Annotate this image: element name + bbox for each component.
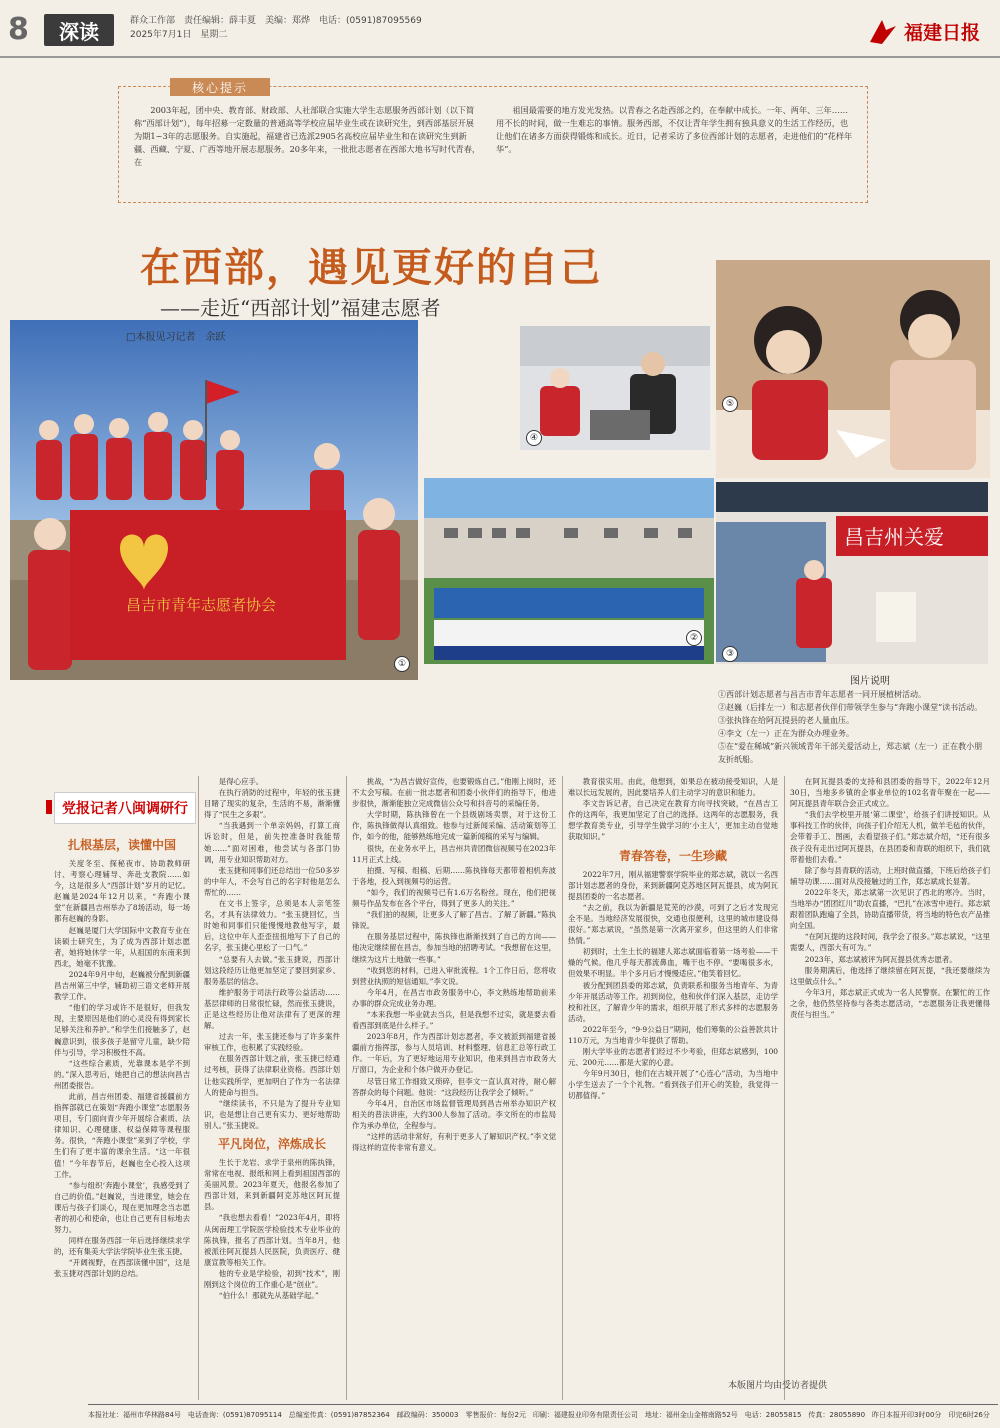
section-label: 深读 — [44, 14, 114, 46]
date-line: 2025年7月1日 星期二 — [130, 30, 228, 40]
banner-bar — [46, 800, 52, 814]
photo-5 — [716, 260, 990, 478]
logo-text: 福建日报 — [904, 21, 981, 44]
paragraph: 大学时期，陈执锋曾在一个县级剧场卖票，对于这份工作，陈执锋做得认真细致。他参与过新闻采编、活动策划等工作，如今的他，能够熟练地完成一篇新闻稿的采写与编辑。 — [352, 810, 556, 842]
paragraph: “开阔视野，在西部读懂中国”，这是张玉捷对西部计划的总结。 — [54, 1258, 190, 1279]
paragraph: 刚大学毕业的志愿者们经过不少考验，但郑志斌感到，100元、200元……都是大家的心意。 — [568, 1047, 778, 1068]
paragraph: “收到您的材料，已进入审批流程。1个工作日后，您将收到营业执照的短信通知。”李文说。 — [352, 965, 556, 986]
paragraph: 2022年7月，刚从福建警察学院毕业的郑志斌，就以一名西部计划志愿者的身份，来到新疆阿克苏地区阿瓦提县，成为阿瓦提县团委的一名志愿者。 — [568, 869, 778, 901]
core-text-col-1 — [134, 104, 482, 169]
paragraph: 教育很实用。由此，他想到，如果总在被动接受知识，人是难以长远发展的，因此要培养人们主动学习的意识和能力。 — [568, 777, 778, 798]
paragraph: “总要有人去做。”张玉捷说，西部计划这段经历让他更加坚定了要回到家乡、服务基层的信念。 — [204, 954, 340, 986]
header-rule — [0, 56, 1000, 58]
paragraph: 关度冬至、探秘夜市、协助教师研讨、考察心理辅导、奔赴支教院……如今，这是很多人“西部计划”岁月的记忆。赵巍是2024年12月以来，“奔跑小课堂”在新疆昌吉州举办了8场活动，每一场都有赵巍的身影。 — [54, 859, 190, 924]
caption-list — [718, 688, 988, 766]
photo-1 — [10, 320, 418, 680]
photo-badge: ② — [686, 630, 702, 646]
page-header — [0, 0, 1000, 60]
section-heading: 扎根基层，读懂中国 — [67, 838, 176, 852]
photo-credit: 本版图片均由受访者提供 — [728, 1381, 828, 1391]
caption-item: ⑤在“爱在稀城”新兴领域青年干部关爱活动上，郑志斌（左一）正在教小朋友折纸船。 — [718, 742, 983, 764]
caption-item: ②赵巍（后排左一）和志愿者伙伴们带领学生参与“奔跑小课堂”读书活动。 — [718, 703, 983, 712]
paragraph: 很快，在业务水平上，昌吉州共青团微信视频号在2023年11月正式上线。 — [352, 843, 556, 864]
text-column-2 — [204, 776, 340, 1400]
text-column-5 — [790, 776, 990, 1374]
byline: □本报见习记者 余跃 — [126, 332, 226, 343]
paragraph: 他的专业是学检验，初到“技术”，刚刚到这个岗位的工作重心是“创业”。 — [204, 1268, 340, 1290]
header-meta — [130, 14, 650, 42]
paragraph: 在服务西部计划之前，张玉捷已经通过考核，获得了法律职业资格。西部计划让他实践所学，更加明白了作为一名法律人的使命与担当。 — [204, 1054, 340, 1097]
column-banner: 党报记者八闽调研行 — [54, 792, 196, 824]
caption-item: ①西部计划志愿者与昌吉市青年志愿者一同开展植树活动。 — [718, 690, 926, 699]
paragraph: 2022年至今，“9·9公益日”期间，他们筹集的公益善款共计110万元，为当地青少年提供了帮助。 — [568, 1024, 778, 1045]
paragraph: 张玉捷和同事们还总结出一位50多岁的中年人，不会写自己的名字时他是怎么帮忙的…… — [204, 865, 340, 897]
paragraph: “我们去学校里开展‘第二课堂’，给孩子们讲授知识。从事科技工作的伙伴，向孩子们介绍无人机，做羊毛毡的伙伴，会带着手工、图画，去看望孩子们。”郑志斌介绍，“还有很多孩子没有走出过阿瓦提县，在县团委和青联的组织下，我们就带着他们去看。” — [790, 810, 990, 864]
paragraph: 李文告诉记者，自己决定在教育方向寻找突破，“在昌吉工作的这两年，我更加坚定了自己的选择。这两年的志愿服务，我想学教育类专业，引导学生做学习的‘小主人’，更加主动自觉地获取知识。” — [568, 799, 778, 842]
photo-4 — [520, 326, 710, 450]
paragraph: “我也想去看看！”2023年4月，即将从闽南理工学院医学检验技术专业毕业的陈执锋，报名了西部计划。当年8月，他被派往阿瓦提县人民医院，负责医疗、健康宣教等相关工作。 — [204, 1213, 340, 1267]
paragraph: 2022年冬天，郑志斌第一次见识了西北的寒冷。当时，当地举办“团团红川”助农直播，“巴扎”在冰雪中进行。郑志斌跟着团队跑遍了全县，协助直播带货，将当地的特色农产品推向全国。 — [790, 887, 990, 931]
paragraph: 2023年，郑志斌被评为阿瓦提县优秀志愿者。 — [804, 954, 957, 964]
paragraph: “伯什么！那就先从基础学起。” — [218, 1291, 319, 1301]
paragraph: 赵巍是厦门大学国际中文教育专业在读硕士研究生，为了成为西部计划志愿者，她将她休学一年，从祖国的东南来到西北，她毫不犹豫。 — [54, 925, 190, 968]
photo-badge: ④ — [526, 430, 542, 446]
paragraph: “这样的活动非常好，有利于更多人了解知识产权。”李文觉得这样的宣传非常有意义。 — [352, 1132, 556, 1153]
paragraph: 初到时，土生土长的福建人郑志斌面临着第一场考验——干燥的气候。他几乎每天都流鼻血，嘴干也不停。“要喝很多水，但效果不明显。半个多月后才慢慢适应。”他笑着回忆。 — [568, 947, 778, 979]
paragraph: 拍摄、写稿、组稿、后期……陈执锋每天都带着相机奔波于各地，投入到视频号的运营。 — [352, 865, 556, 886]
paragraph: 挑战，“为昌吉做好宣传，也要锻炼自己。”他刚上岗时，还不太会写稿。在前一批志愿者和团委小伙伴们的指导下，他进步很快，渐渐能独立完成微信公众号和抖音号的采编任务。 — [352, 777, 556, 809]
paragraph: 在文书上签字，总须是本人亲笔签名，才具有法律效力。“张玉捷回忆，当时她和同事们只能慢慢地教他写字，最后，这位中年人歪歪扭扭地写下了自己的名字，张玉捷心里松了一口气。” — [204, 899, 340, 953]
paragraph: 尽管日常工作细致又琐碎，但李文一直认真对待，耐心解答群众的每个问题。他说：“这段经历让我学会了倾听。” — [352, 1076, 556, 1097]
paragraph: 被分配到团县委的郑志斌，负责联系和服务当地青年、为青少年开展活动等工作。初到岗位，他和伙伴们深入基层，走访学校和社区，了解青少年的需求，组织开展了形式多样的志愿服务活动。 — [568, 980, 778, 1023]
paragraph: “参与组织‘奔跑小课堂’，我感受到了自己的价值。”赵巍说，当进课堂，她会在课后与孩子们谈心，现在更加理念当志愿者的初心和使命，也让自己更有目标地去努力。 — [54, 1180, 190, 1235]
paragraph: “如今，我们的视频号已有1.6万名粉丝。现在，他们把视频号作品发布在各个平台，得到了更多人的关注。” — [352, 887, 556, 909]
core-paragraph: 祖国最需要的地方发光发热。以青春之名赴西部之约，在奉献中成长。一年、两年、三年……用不长的时间，做一生难忘的事情。服务西部，不仅让青年学生拥有独具意义的生活工作经历，也让他们在诸多方面获得锻炼和成长。近日，记者采访了多位西部计划的志愿者，走进他们的“花样年华”。 — [496, 105, 853, 154]
paragraph: 维护服务于司法行政等公益活动……基层律师的日常很忙碌，然而张玉捷说，正是这些经历让他对法律有了更深的理解。 — [204, 987, 340, 1031]
photo-badge: ⑤ — [722, 396, 738, 412]
paragraph: “这些综合素质，光靠课本是学不到的。”深入思考后，她把自己的想法向昌吉州团委报告。 — [54, 1058, 190, 1090]
photo-sign-text: 昌吉州关爱 — [844, 525, 944, 549]
masthead-logo[interactable] — [868, 12, 988, 50]
paragraph: 是得心应手。 — [218, 777, 264, 786]
paragraph: “当我遇到一个单亲妈妈，打算工商诉讼时，但是，前失控准备时我能帮她……”面对困难，他尝试与各部门协调，用专业知识帮助对方。 — [204, 821, 340, 864]
paragraph: 生长于龙岩、求学于泉州的陈执锋，常常在电视、报纸和网上看到祖国西部的美丽风景。2023年夏天，他报名参加了西部计划，来到新疆阿克苏地区阿瓦提县。 — [204, 1158, 340, 1212]
paragraph: 在服务基层过程中，陈执锋也渐渐找到了自己的方向——他决定继续留在昌吉，参加当地的招聘考试。“我想留在这里，继续为这片土地做一些事。” — [352, 932, 556, 964]
paragraph: “去之前，我以为新疆是荒芜的沙漠，可到了之后才发现完全不是。当地经济发展很快，交通也很便利，这里的城市建设得很好。”郑志斌说，“虽然是第一次离开家乡，但这里的人们非常热情。” — [568, 902, 778, 946]
text-column-3 — [352, 776, 556, 1400]
paragraph: 此前，昌吉州团委、福建省援疆前方指挥部就已在策划“奔跑小课堂”志愿服务项目，专门面向青少年开展综合素质、法律知识、心理健康、权益保障等课程服务。很快，“奔跑小课堂”来到了学校，学生们有了更丰富的课余生活。“这一年很值！”今年春节后，赵巍也全心投入这项工作。 — [54, 1091, 190, 1179]
section-heading: 平凡岗位，淬炼成长 — [217, 1137, 326, 1151]
caption-item: ④李文（左一）正在为群众办理业务。 — [718, 729, 854, 738]
paragraph: 今年3月，郑志斌正式成为一名人民警察。在繁忙的工作之余，他仍然坚持参与各类志愿活动，“志愿服务让我更懂得责任与担当。” — [790, 987, 990, 1019]
text-column-1 — [54, 832, 190, 1400]
core-paragraph: 2003年起，团中央、教育部、财政部、人社部联合实施大学生志愿服务西部计划（以下简称“西部计划”），每年招募一定数量的普通高等学校应届毕业生或在读研究生，到西部基层开展为期1~3年的志愿服务。自实施起，福建省已选派2905名高校应届毕业生和在读研究生到新疆、西藏、宁夏、广西等地开展志愿服务。20多年来，一批批志愿者在西部大地书写时代青春，在 — [134, 105, 481, 167]
paragraph: “他们的学习或许不是很好，但我发现，主要原因是他们的心灵没有得到家长足够关注和养护。”和学生们接触多了，赵巍意识到，很多孩子是留守儿童，缺少陪伴与引导，学习积极性不高。 — [54, 1003, 190, 1057]
paragraph: “我们拍的视频，让更多人了解了昌吉、了解了新疆。”陈执锋说。 — [352, 910, 556, 931]
article-subtitle: ——走近“西部计划”福建志愿者 — [160, 296, 441, 320]
paragraph: 服务期满后，他选择了继续留在阿瓦提，“我还要继续为这里做点什么。” — [790, 965, 990, 986]
paragraph: 同样在服务西部一年后选择继续求学的，还有集美大学法学院毕业生张玉捷。 — [54, 1236, 190, 1257]
column-rule — [784, 776, 785, 1400]
fujian-daily-logo-icon — [868, 16, 898, 46]
column-rule — [346, 776, 347, 1400]
flag-text: 昌吉市青年志愿者协会 — [126, 596, 277, 614]
editor-line: 群众工作部 责任编辑：薛丰夏 美编：郑烨 电话：(0591)87095569 — [130, 16, 422, 26]
footer-rule — [88, 1404, 998, 1405]
paragraph: 今年9月30日，他们在古城开展了“心连心”活动，为当地中小学生送去了一个个礼物。“看到孩子们开心的笑脸，我觉得一切都值得。” — [568, 1069, 778, 1101]
page-footer: 本报社址：福州市华林路84号 电话查询：(0591)87095114 总编室传真：(0591)87852364 邮政编码：350003 零售报价：每份2元 印刷：福建报业印务有限责任公司 地址：福州金山金榕南路52号 电话：28055815 传真：28055890 昨日本报开印3时00分 印完6时26分 — [88, 1411, 990, 1419]
paragraph: 2023年8月，作为西部计划志愿者，李文被派到福建省援疆前方指挥部，参与人员培训、材料整理、信息汇总等行政工作。一年后，为了更好地运用专业知识，他来到昌吉市政务大厅窗口，为企业和个体户做开办登记。 — [352, 1032, 556, 1075]
paragraph: 过去一年，张玉捷还参与了许多案件审核工作，也积累了实践经验。 — [204, 1032, 340, 1053]
paragraph: “继续读书，不只是为了提升专业知识，也是想让自己更有实力、更好地帮助别人。”张玉捷说。 — [204, 1098, 340, 1130]
paragraph: 在执行消防的过程中，年轻的张玉捷目睹了现实的复杂，生活的不易，渐渐懂得了“民生之多艰”。 — [204, 788, 340, 820]
caption-item: ③张执锋在给阿瓦提县的老人量血压。 — [718, 716, 854, 725]
column-rule — [198, 776, 199, 1400]
article-title: 在西部，遇见更好的自己 — [140, 244, 602, 291]
page-number: 8 — [8, 12, 29, 47]
core-text-col-2 — [496, 104, 854, 156]
paragraph: 今年4月，自治区市场监督管理局到昌吉州举办知识产权相关的普法讲座，大约300人参加了活动。李文所在的市监局作为承办单位，全程参与。 — [352, 1098, 556, 1130]
paragraph: 在阿瓦提县委的支持和县团委的指导下，2022年12月30日，当地多乡镇的企事业单位的102名青年聚在一起——阿瓦提县青年联合会正式成立。 — [790, 777, 990, 809]
text-column-4 — [568, 776, 778, 1400]
photo-badge: ③ — [722, 646, 738, 662]
paragraph: 除了参与县青联的活动，上班时做直播，下班后给孩子们辅导功课……面对从没接触过的工作，郑志斌成长显著。 — [790, 865, 990, 886]
paragraph: 2024年9月中旬，赵巍被分配到新疆昌吉州第三中学，辅助初三语文老师开展教学工作。 — [54, 969, 190, 1002]
paragraph: “本来我想一毕业就去当兵，但是我想不过实，就是要去看看西部到底是什么样子。” — [352, 1009, 556, 1031]
paragraph: 今年4月，在昌吉市政务服务中心，李文熟练地帮助前来办事的群众完成业务办理。 — [352, 987, 556, 1008]
column-rule — [562, 776, 563, 1400]
photo-badge: ① — [394, 656, 410, 672]
caption-title: 图片说明 — [850, 676, 890, 687]
photo-3 — [716, 482, 988, 664]
photo-2 — [424, 478, 714, 664]
paragraph: “在阿瓦提的这段时间，我学会了很多。”郑志斌说，“这里需要人，西部大有可为。” — [790, 932, 990, 953]
section-heading: 青春答卷，一生珍藏 — [618, 848, 727, 863]
core-tag: 核心提示 — [170, 78, 270, 96]
